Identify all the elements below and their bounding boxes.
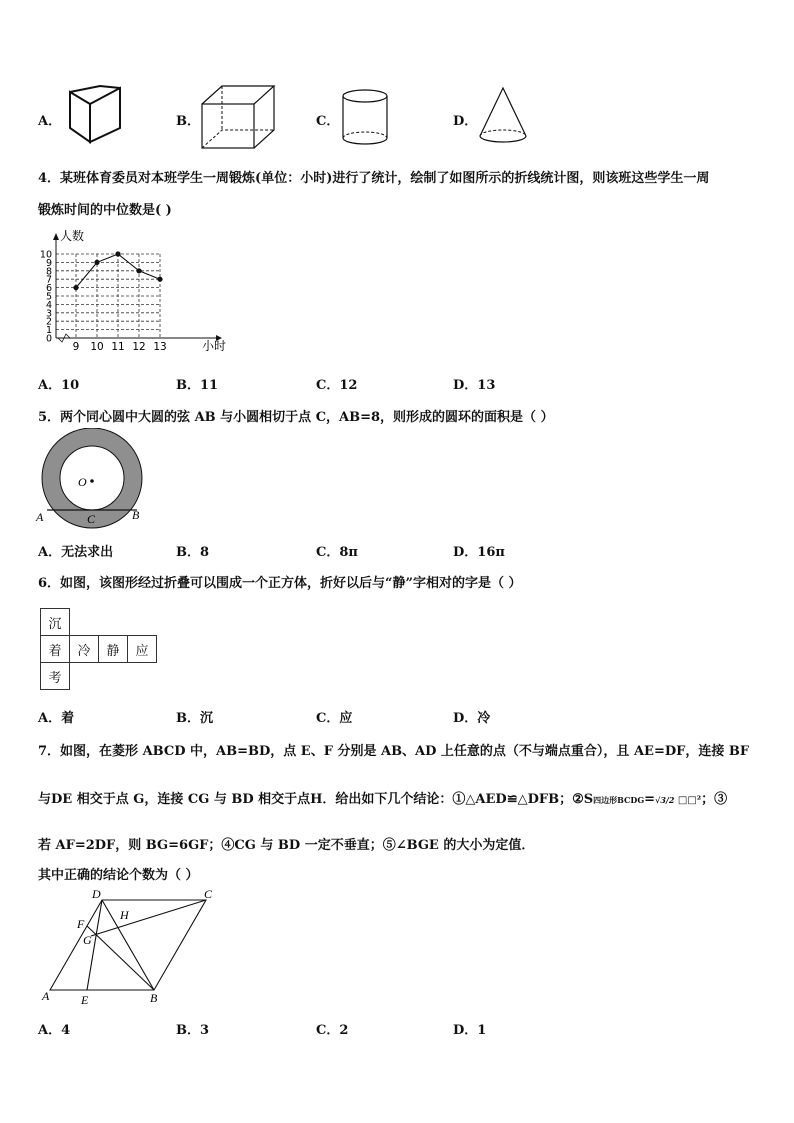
- q4-option-b: B．11: [176, 378, 219, 393]
- q3-option-c: C．: [316, 114, 340, 129]
- y-tick-label: 1: [45, 325, 52, 337]
- q6-option-b: B．沉: [176, 711, 213, 726]
- x-axis-label: 小时: [202, 339, 226, 353]
- label-a2: A: [42, 989, 50, 1003]
- label-h: H: [120, 908, 129, 922]
- q7-text-line4: 其中正确的结论个数为（ ）: [38, 868, 199, 883]
- y-tick-label: 5: [45, 291, 52, 303]
- label-g: G: [83, 933, 92, 947]
- q4-option-a: A．10: [38, 378, 80, 393]
- q5-option-c: C．8π: [316, 545, 358, 560]
- q6-option-a: A．着: [38, 711, 75, 726]
- label-a: A: [36, 510, 44, 524]
- q5-option-b: B．8: [176, 545, 210, 560]
- cube-figure: [198, 84, 280, 150]
- y-tick-label: 9: [45, 257, 52, 269]
- q7-text-line3: 若 AF=2DF，则 BG=6GF；④CG 与 BD 一定不垂直；⑤∠BGE 的大小为定值．: [38, 838, 535, 853]
- data-point: [157, 277, 162, 282]
- q3-option-a: A．: [38, 114, 62, 129]
- label-b: B: [132, 508, 140, 522]
- x-tick-label: 9: [72, 341, 80, 353]
- net-cell-4: 应: [128, 636, 157, 663]
- x-tick-label: 12: [132, 341, 146, 353]
- net-cell-1: 着: [41, 636, 70, 663]
- q4-text-line1: 4．某班体育委员对本班学生一周锻炼(单位：小时)进行了统计，绘制了如图所示的折线统计图，则该班这些学生一周: [38, 171, 710, 186]
- y-tick-label: 3: [45, 308, 52, 320]
- annulus-figure: [32, 428, 152, 532]
- data-point: [94, 260, 99, 265]
- cylinder-figure: [338, 84, 394, 150]
- net-cell-bottom: 考: [41, 663, 70, 690]
- net-cell-3: 静: [99, 636, 128, 663]
- y-tick-label: 2: [45, 316, 52, 328]
- y-tick-label: 8: [45, 266, 52, 278]
- label-c: C: [87, 512, 96, 526]
- line-chart: [36, 226, 226, 358]
- data-point: [73, 285, 78, 290]
- x-tick-label: 11: [111, 341, 125, 353]
- q7-text-line1: 7．如图，在菱形 ABCD 中，AB=BD，点 E、F 分别是 AB、AD 上任意的点（不与端点重合），且 AE=DF，连接 BF: [38, 744, 750, 759]
- label-d: D: [92, 887, 101, 901]
- y-tick-label: 10: [39, 249, 52, 261]
- y-tick-label: 7: [45, 274, 52, 286]
- y-axis-arrow: [53, 233, 59, 240]
- cone-figure: [474, 84, 534, 150]
- rhombus-figure: [36, 884, 226, 1008]
- data-point: [136, 268, 141, 273]
- q7-text-line2: 与DE 相交于点 G，连接 CG 与 BD 相交于点H．给出如下几个结论：①△AED≌△DFB；②S四边形BCDG=√3/2 □□²；③: [38, 792, 728, 807]
- q7-option-c: C．2: [316, 1023, 349, 1038]
- label-e: E: [81, 993, 89, 1007]
- data-point: [115, 251, 120, 256]
- label-f: F: [77, 917, 85, 931]
- x-tick-label: 10: [90, 341, 104, 353]
- q6-option-d: D．冷: [453, 711, 491, 726]
- q5-option-a: A．无法求出: [38, 545, 114, 560]
- x-tick-label: 13: [153, 341, 167, 353]
- q7-option-b: B．3: [176, 1023, 210, 1038]
- y-axis-label: 人数: [60, 229, 85, 243]
- cube-net: [40, 608, 157, 690]
- label-b2: B: [150, 991, 158, 1005]
- q5-text: 5．两个同心圆中大圆的弦 AB 与小圆相切于点 C，AB=8，则形成的圆环的面积是（ ）: [38, 410, 554, 425]
- q4-option-c: C．12: [316, 378, 358, 393]
- y-tick-label: 4: [45, 299, 52, 311]
- q7-fraction: √3/2: [655, 795, 675, 805]
- q7-subscript: 四边形BCDG: [593, 795, 645, 805]
- net-cell-2: 冷: [70, 636, 99, 663]
- triangular-prism-figure: [62, 84, 132, 148]
- q4-text-line2: 锻炼时间的中位数是( ): [38, 203, 172, 218]
- label-o: O: [78, 475, 87, 489]
- y-tick-label: 6: [45, 283, 52, 295]
- q7-option-d: D．1: [453, 1023, 487, 1038]
- q3-option-b: B．: [176, 114, 200, 129]
- q7-option-a: A．4: [38, 1023, 71, 1038]
- q5-option-d: D．16π: [453, 545, 505, 560]
- y-tick-label: 0: [45, 333, 52, 345]
- label-c2: C: [204, 887, 213, 901]
- q3-option-d: D．: [453, 114, 478, 129]
- q4-option-d: D．13: [453, 378, 496, 393]
- net-cell-top: 沉: [41, 609, 70, 636]
- q6-option-c: C．应: [316, 711, 353, 726]
- q6-text: 6．如图，该图形经过折叠可以围成一个正方体，折好以后与“静”字相对的字是（ ）: [38, 576, 522, 591]
